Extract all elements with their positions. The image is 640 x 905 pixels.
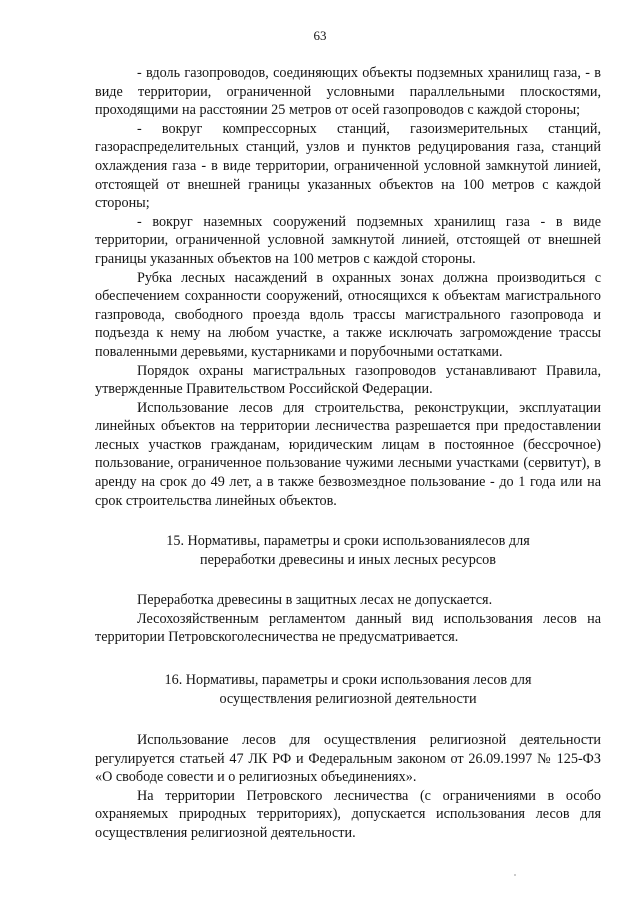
paragraph-compressor-stations-zone: - вокруг компрессорных станций, газоизмерительных станций, газораспределительных станций, узлов и пунктов редуцирования газа, станций охлаждения газа - в виде территории, ограниченной условной замкнутой линией, отстоящей от внешней границы указанных объектов на 100 метров с каждой стороны;	[95, 120, 601, 212]
paragraph-religious-use-law: Использование лесов для осуществления религиозной деятельности регулируется статьей 47 ЛК РФ и Федеральным законом от 26.09.1997 № 125-ФЗ «О свободе совести и о религиозных объединениях».	[95, 732, 601, 786]
section-16-heading	[95, 671, 601, 709]
section-15-heading-line-1: 15. Нормативы, параметры и сроки использованиялесов для	[166, 533, 530, 550]
scan-speck	[514, 874, 516, 876]
paragraph-regulation-not-provided: Лесохозяйственным регламентом данный вид использования лесов на территории Петровскоголесничества не предусматривается.	[95, 610, 601, 646]
paragraph-linear-objects-use: Использование лесов для строительства, реконструкции, эксплуатации линейных объектов на территории лесничества разрешается при предоставлении лесных участков гражданам, юридическим лицам в постоянное (бессрочное) пользование, ограниченное пользование чужими лесными участками (сервитут), в аренду на срок до 49 лет, а в также безвозмездное пользование - до 1 года или на срок строительства линейных объектов.	[95, 399, 601, 509]
section-15-heading-line-2: переработки древесины и иных лесных ресурсов	[200, 552, 496, 569]
document-body	[95, 64, 601, 843]
paragraph-felling-in-protected-zones: Рубка лесных насаждений в охранных зонах должна производиться с обеспечением сохранности сооружений, относящихся к объектам магистрального газпровода, свободного проезда вдоль трассы магистрального газопровода и подъезда к нему на любом участке, а также исключать загромождение трассы поваленными деревьями, кустарниками и порубочными остатками.	[95, 269, 601, 360]
paragraph-ground-structures-zone: - вокруг наземных сооружений подземных хранилищ газа - в виде территории, ограниченной условной замкнутой линией, отстоящей от внешней границы указанных объектов на 100 метров с каждой стороны.	[95, 213, 601, 267]
paragraph-protection-rules: Порядок охраны магистральных газопроводов устанавливают Правила, утвержденные Правительством Российской Федерации.	[95, 362, 601, 398]
paragraph-wood-processing-prohibited: Переработка древесины в защитных лесах не допускается.	[137, 592, 493, 609]
paragraph-gas-pipelines-zone: - вдоль газопроводов, соединяющих объекты подземных хранилищ газа, - в виде территории, ограниченной условными параллельными плоскостями, проходящими на расстоянии 25 метров от осей газопроводов с каждой стороны;	[95, 65, 601, 119]
section-16-heading-line-2: осуществления религиозной деятельности	[219, 691, 477, 708]
page-number: 63	[313, 28, 327, 43]
section-16-heading-line-1: 16. Нормативы, параметры и сроки использования лесов для	[164, 672, 532, 689]
paragraph-religious-use-permitted: На территории Петровского лесничества (с ограничениями в особо охраняемых природных территориях), допускается использования лесов для осуществления религиозной деятельности.	[95, 787, 601, 841]
section-15-heading	[95, 532, 601, 570]
